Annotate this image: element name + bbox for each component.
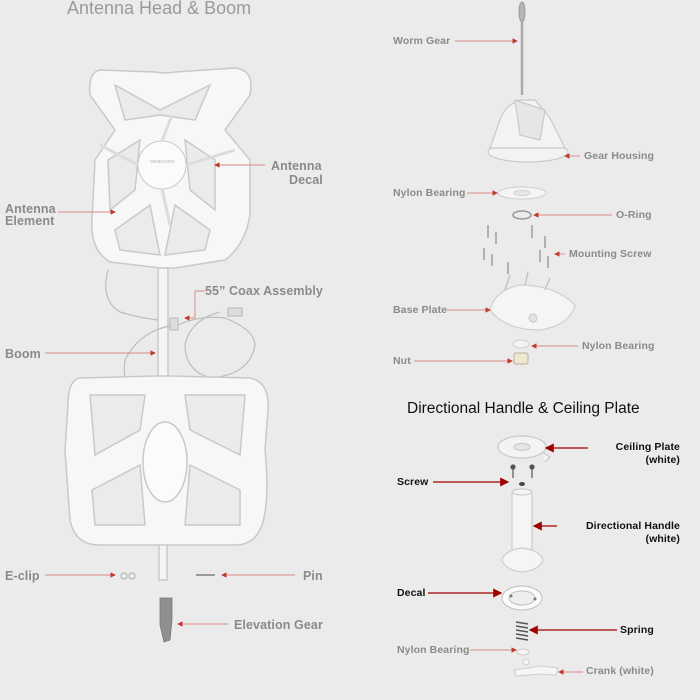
mounting-screws-part [484, 225, 548, 274]
decal-label: Decal [397, 587, 426, 599]
elevation-gear-label: Elevation Gear [234, 618, 323, 632]
base-plate-part [490, 272, 575, 330]
spring-part [516, 622, 528, 640]
oring-part [513, 211, 531, 219]
boom-label: Boom [5, 347, 41, 361]
directional-handle-label: Directional Handle (white) [586, 520, 680, 545]
pin-label: Pin [303, 569, 323, 583]
nylon-bearing-top-part [498, 187, 546, 199]
antenna-decal-brand: WINEGARD [150, 159, 175, 164]
elevation-gear-part [160, 598, 172, 642]
antenna-section-title: Antenna Head & Boom [67, 0, 252, 18]
ceiling-plate-part [498, 436, 550, 462]
coax-assembly-label: 55” Coax Assembly [205, 284, 323, 298]
antenna-decal-label: Antenna Decal [271, 159, 323, 187]
crank-part [514, 659, 558, 676]
worm-gear-part [519, 2, 525, 95]
spring-label: Spring [620, 624, 654, 636]
screws-part [511, 465, 534, 478]
mounting-screw-label: Mounting Screw [569, 248, 652, 260]
crank-label: Crank (white) [586, 665, 654, 677]
screw-label: Screw [397, 476, 429, 488]
antenna-element-label: Antenna Element [5, 202, 56, 228]
gear-housing-label: Gear Housing [584, 150, 655, 162]
directional-handle-part [502, 482, 543, 572]
nut-label: Nut [393, 355, 411, 367]
handle-section-title: Directional Handle & Ceiling Plate [407, 400, 640, 417]
worm-gear-label: Worm Gear [393, 35, 451, 47]
nylon-bearing-top-label: Nylon Bearing [393, 187, 466, 199]
nylon-bearing-bottom-label: Nylon Bearing [397, 644, 470, 656]
decal-part [502, 586, 542, 610]
eclip-label: E-clip [5, 569, 40, 583]
antenna-lower-element [65, 376, 268, 545]
nylon-bearing-mid-part [513, 340, 529, 348]
nut-part [514, 353, 528, 364]
ceiling-plate-label: Ceiling Plate (white) [615, 441, 680, 466]
nylon-bearing-mid-label: Nylon Bearing [582, 340, 655, 352]
oring-label: O-Ring [616, 209, 652, 221]
eclip-parts [121, 573, 135, 579]
base-plate-label: Base Plate [393, 304, 448, 316]
gear-housing-part [488, 100, 568, 162]
nylon-bearing-bottom-part [517, 649, 529, 655]
